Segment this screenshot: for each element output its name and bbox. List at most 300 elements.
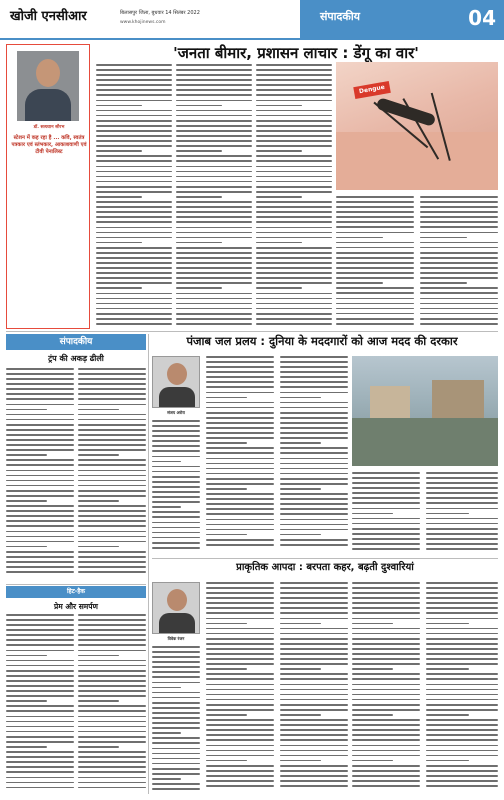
text-line [176,242,222,244]
text-line [176,69,252,71]
text-line [336,247,414,249]
text-line [206,709,274,711]
text-line [206,638,274,640]
text-line [176,166,252,168]
text-line [256,110,332,112]
text-line [176,94,252,96]
text-line [256,237,332,239]
text-line [78,634,146,636]
text-line [352,739,420,741]
text-line [6,551,74,553]
text-line [280,524,348,526]
text-line [152,773,200,775]
text-line [256,232,332,234]
text-line [206,402,274,404]
hit-hack-title: प्रेम और समर्पण [54,602,98,611]
text-line [352,785,420,787]
text-line [6,675,74,677]
text-line [280,468,348,470]
text-line [152,496,200,498]
text-line [420,308,498,310]
text-line [426,673,498,675]
text-line [96,272,172,274]
text-line [206,760,247,762]
text-line [152,445,200,447]
text-line [96,247,172,249]
text-line [280,785,348,787]
text-line [206,719,274,721]
text-line [152,481,200,483]
text-line [96,287,142,289]
text-line [280,513,348,515]
text-line [426,709,498,711]
text-line [6,404,74,406]
text-line [256,166,332,168]
text-line [352,750,420,752]
text-line [78,459,146,461]
text-line [152,788,200,790]
text-line [280,765,348,767]
third-author-photo [152,582,200,634]
text-line [78,680,146,682]
text-line [256,323,332,325]
text-line [206,658,274,660]
text-line [420,196,498,198]
text-line [426,533,498,535]
text-line [176,211,252,213]
text-line [176,181,252,183]
text-line [206,750,274,752]
text-line [6,782,74,784]
text-line [78,434,146,436]
text-line [96,277,172,279]
text-line [420,211,498,213]
text-line [280,366,348,368]
lead-headline: 'जनता बीमार, प्रशासन लाचार : डेंगू का वार' [173,44,419,62]
text-line [280,361,348,363]
text-line [426,523,498,525]
text-line [206,694,274,696]
text-line [420,206,498,208]
text-line [6,449,74,451]
text-line [96,74,172,76]
text-line [176,262,252,264]
text-line [206,488,247,490]
text-line [426,502,498,504]
text-line [6,644,74,646]
text-line [426,587,498,589]
text-line [96,100,172,102]
text-line [176,135,252,137]
text-line [206,775,274,777]
text-line [256,125,332,127]
text-line [352,497,420,499]
text-line [336,308,414,310]
text-line [6,680,74,682]
text-line [426,745,498,747]
text-line [256,242,302,244]
text-line [420,242,498,244]
text-line [206,668,247,670]
text-line [426,663,498,665]
text-line [280,760,321,762]
text-line [280,755,348,757]
text-line [336,262,414,264]
text-line [280,780,348,782]
text-line [6,434,74,436]
text-line [426,668,469,670]
text-line [336,323,414,325]
text-line [352,533,420,535]
editorial-column-1 [6,368,74,582]
text-line [6,388,74,390]
text-line [78,690,146,692]
text-line [176,110,252,112]
text-line [280,534,321,536]
text-line [280,618,348,620]
text-line [6,505,74,507]
text-line [420,287,498,289]
text-line [352,628,420,630]
text-line [336,277,414,279]
text-line [420,257,498,259]
text-line [426,628,498,630]
text-line [6,685,74,687]
third-story-column-1 [152,646,200,794]
text-line [206,519,274,521]
lead-story-column-4 [336,196,414,330]
text-line [6,756,74,758]
text-line [280,427,348,429]
text-line [352,597,420,599]
text-line [6,736,74,738]
text-line [206,765,274,767]
text-line [176,74,252,76]
text-line [352,508,420,510]
text-line [256,84,332,86]
text-line [206,392,274,394]
text-line [206,734,274,736]
text-line [256,298,332,300]
text-line [280,463,348,465]
text-line [206,648,274,650]
text-line [152,687,181,689]
text-line [78,409,119,411]
text-line [96,94,172,96]
text-line [280,412,348,414]
text-line [6,480,74,482]
text-line [352,689,420,691]
text-line [176,313,252,315]
text-line [176,277,252,279]
divider [148,334,149,794]
text-line [206,592,274,594]
text-line [6,541,74,543]
text-line [280,719,348,721]
text-line [352,633,420,635]
author-photo [17,51,79,121]
text-line [352,699,420,701]
text-line [256,64,332,66]
text-line [96,125,172,127]
text-line [96,262,172,264]
text-line [280,775,348,777]
text-line [280,770,348,772]
text-line [426,602,498,604]
text-line [426,623,469,625]
text-line [152,717,200,719]
text-line [152,737,200,739]
text-line [152,471,200,473]
text-line [96,313,172,315]
text-line [176,206,252,208]
text-line [6,777,74,779]
text-line [256,171,332,173]
text-line [280,704,348,706]
text-line [6,639,74,641]
text-line [280,473,348,475]
text-line [280,392,348,394]
text-line [6,520,74,522]
text-line [256,262,332,264]
text-line [96,308,172,310]
text-line [78,505,146,507]
editorial-title: ट्रंप की अकड़ ढीली [48,354,104,363]
text-line [78,639,146,641]
text-line [206,417,274,419]
text-line [206,376,274,378]
text-line [206,412,274,414]
text-line [206,463,274,465]
text-line [420,232,498,234]
text-line [96,293,172,295]
text-line [152,506,181,508]
text-line [6,624,74,626]
text-line [426,477,498,479]
text-line [256,221,332,223]
text-line [352,513,393,515]
text-line [280,483,348,485]
text-line [78,480,146,482]
text-line [352,760,393,762]
author-name: डॉ. सत्यवान सौरभ [33,125,65,130]
text-line [176,100,252,102]
text-line [78,726,146,728]
text-line [256,135,332,137]
text-line [78,561,146,563]
text-line [6,629,74,631]
text-line [426,492,498,494]
text-line [206,724,274,726]
text-line [280,694,348,696]
text-line [6,721,74,723]
text-line [426,482,498,484]
text-line [152,676,200,678]
third-story-column-4 [352,582,420,794]
text-line [206,366,274,368]
text-line [352,602,420,604]
text-line [426,678,498,680]
text-line [352,719,420,721]
text-line [96,140,172,142]
text-line [206,371,274,373]
text-line [256,293,332,295]
text-line [96,206,172,208]
text-line [96,252,172,254]
text-line [152,547,200,549]
text-line [152,712,200,714]
text-line [176,303,252,305]
text-line [256,282,332,284]
text-line [352,648,420,650]
text-line [280,653,348,655]
text-line [6,536,74,538]
text-line [352,638,420,640]
text-line [336,318,414,320]
text-line [280,734,348,736]
text-line [96,166,172,168]
text-line [426,518,498,520]
text-line [78,721,146,723]
text-line [78,761,146,763]
text-line [152,430,200,432]
text-line [206,643,274,645]
text-line [426,528,498,530]
text-line [206,513,274,515]
text-line [6,429,74,431]
text-line [256,79,332,81]
text-line [280,478,348,480]
text-line [6,619,74,621]
text-line [78,419,146,421]
text-line [78,624,146,626]
text-line [176,186,252,188]
text-line [176,155,252,157]
text-line [352,592,420,594]
text-line [280,638,348,640]
text-line [420,221,498,223]
text-line [420,318,498,320]
text-line [420,262,498,264]
text-line [206,678,274,680]
text-line [78,782,146,784]
text-line [280,750,348,752]
text-line [420,201,498,203]
text-line [152,768,200,770]
text-line [280,442,321,444]
text-line [78,525,146,527]
text-line [78,368,146,370]
text-line [206,684,274,686]
text-line [206,493,274,495]
text-line [176,160,252,162]
text-line [280,724,348,726]
text-line [256,105,302,107]
text-line [280,371,348,373]
text-line [6,566,74,568]
text-line [78,383,146,385]
dengue-mosquito-image [336,62,498,190]
text-line [280,397,321,399]
text-line [206,653,274,655]
text-line [6,444,74,446]
text-line [6,746,47,748]
text-line [280,529,348,531]
text-line [78,546,119,548]
text-line [78,629,146,631]
text-line [206,612,274,614]
text-line [6,556,74,558]
text-line [256,257,332,259]
text-line [152,732,181,734]
text-line [336,303,414,305]
text-line [176,216,252,218]
third-story-column-5 [426,582,498,794]
text-line [256,313,332,315]
text-line [426,638,498,640]
text-line [336,252,414,254]
text-line [280,623,321,625]
text-line [6,695,74,697]
text-line [256,160,332,162]
text-line [96,323,172,325]
text-line [78,685,146,687]
text-line [352,643,420,645]
text-line [176,232,252,234]
text-line [256,277,332,279]
text-line [78,571,146,573]
text-line [206,498,274,500]
text-line [206,785,274,787]
author-bio: स्टेशन में कह रहा है ... कवि, स्वतंत्र पत्रकार एवं स्तंभकार, आकाशवाणी एवं टीवी पेनालिस्ट [11,135,87,155]
text-line [152,516,200,518]
text-line [152,661,200,663]
text-line [78,566,146,568]
text-line [152,783,200,785]
text-line [426,658,498,660]
text-line [78,485,146,487]
text-line [6,561,74,563]
text-line [78,756,146,758]
text-line [96,303,172,305]
text-line [176,84,252,86]
text-line [336,201,414,203]
text-line [152,461,181,463]
text-line [256,130,332,132]
text-line [6,398,74,400]
text-line [206,381,274,383]
text-line [280,402,348,404]
text-line [152,440,200,442]
text-line [176,105,222,107]
text-line [280,678,348,680]
text-line [176,298,252,300]
text-line [152,420,200,422]
text-line [206,534,247,536]
text-line [206,699,274,701]
text-line [78,695,146,697]
text-line [352,709,420,711]
text-line [420,282,467,284]
text-line [6,771,74,773]
text-line [256,100,332,102]
text-line [78,378,146,380]
text-line [78,746,119,748]
text-line [206,755,274,757]
text-line [336,267,414,269]
text-line [6,500,47,502]
text-line [256,140,332,142]
